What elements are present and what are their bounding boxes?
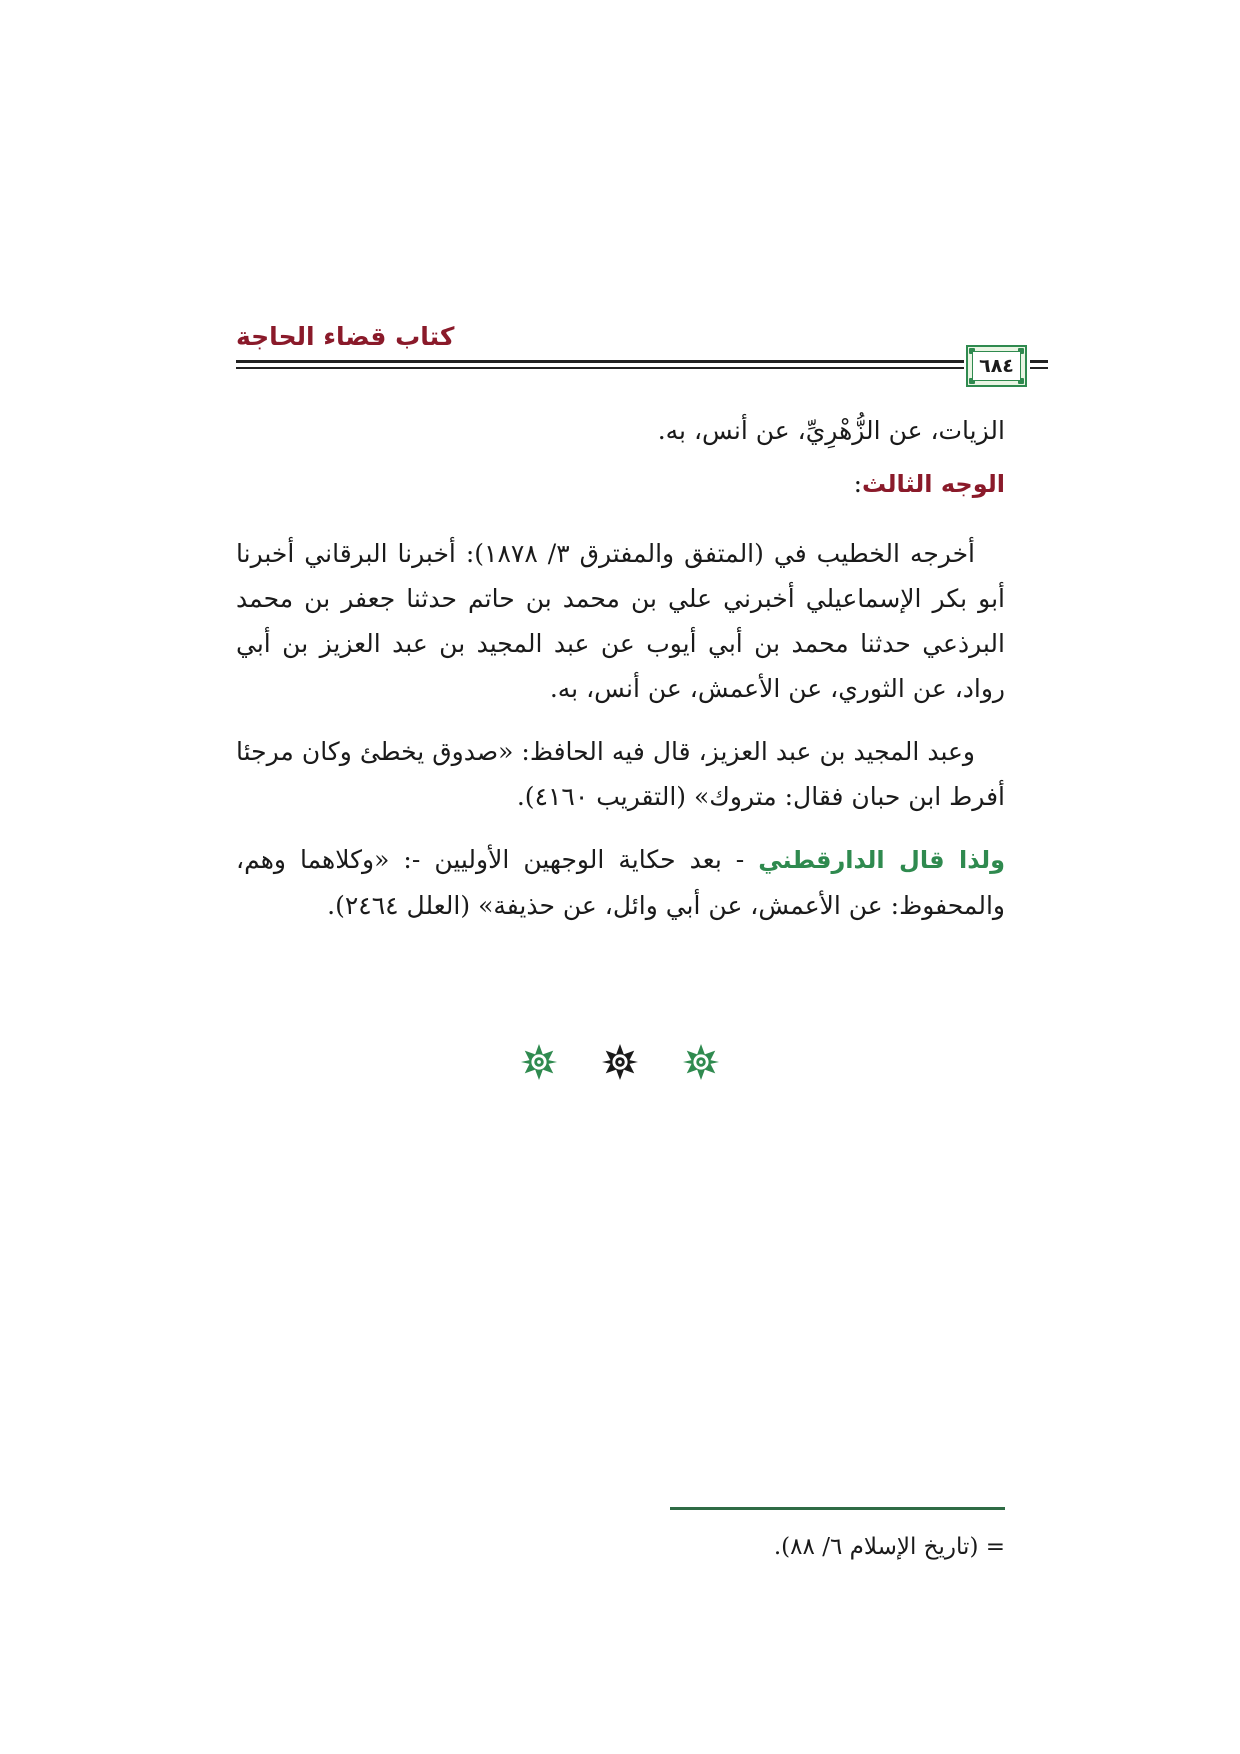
page-number-badge [966,345,1027,387]
ornament-star-icon [601,1043,639,1081]
book-title: كتاب قضاء الحاجة [236,322,455,351]
section-heading-colon: : [853,469,863,498]
header-rule-top-right [1030,360,1048,363]
header-rule-bottom-right [1030,367,1048,369]
section-heading-label: الوجه الثالث [862,470,1005,498]
section-heading [236,461,1005,507]
continuation-line: الزيات، عن الزُّهْرِيِّ، عن أنس، به. [657,416,1005,445]
paragraph-rest: - بعد حكاية الوجهين الأوليين -: «وكلاهما وهم، والمحفوظ: عن الأعمش، عن أبي وائل، عن حذيفة» (العلل ٢٤٦٤). [236,845,1005,920]
page-body [236,408,1005,928]
footnote: = (تاريخ الإسلام ٦/ ٨٨). [773,1534,1005,1560]
page-number: ٦٨٤ [972,351,1021,381]
header-rule-bottom [236,367,964,369]
page-header [0,0,1240,400]
header-rule-top [236,360,964,363]
paragraph-lead: ولذا قال الدارقطني [758,846,1005,874]
ornament-star-icon [682,1043,720,1081]
paragraph-takhrij: أخرجه الخطيب في (المتفق والمفترق ٣/ ١٨٧٨): أخبرنا البرقاني أخبرنا أبو بكر الإسماعيلي أخبرني علي بن محمد بن حاتم حدثنا جعفر بن محمد البرذعي حدثنا محمد بن أبي أيوب عن عبد المجيد بن عبد العزيز بن أبي رواد، عن الثوري، عن الأعمش، عن أنس، به. [236,539,1005,703]
paragraph-narrator: وعبد المجيد بن عبد العزيز، قال فيه الحافظ: «صدوق يخطئ وكان مرجئا أفرط ابن حبان فقال: متروك» (التقريب ٤١٦٠). [236,737,1005,811]
footnote-separator [670,1507,1005,1510]
ornament-star-icon [520,1043,558,1081]
section-divider-ornaments [520,1040,720,1084]
paragraph-daraqutni [236,837,1005,928]
